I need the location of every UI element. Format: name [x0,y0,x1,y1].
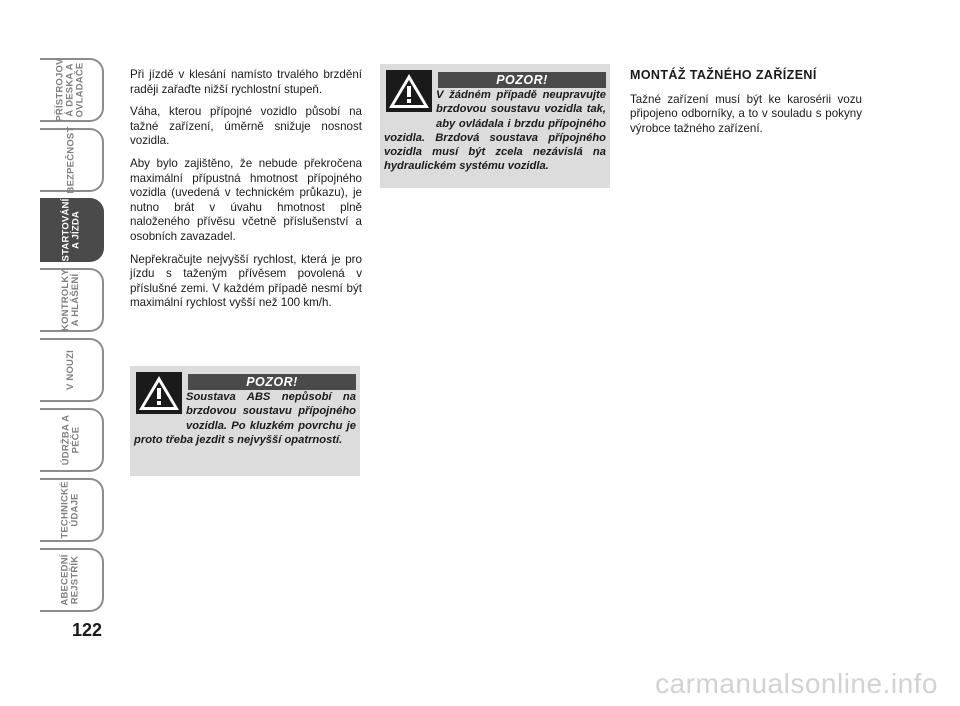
warning-title: POZOR! [438,72,606,88]
section-heading: MONTÁŽ TAŽNÉHO ZAŘÍZENÍ [630,68,817,82]
tab-label: V NOUZI [65,350,76,390]
tab-udrzba-a-pece[interactable] [40,408,104,472]
tab-label: ÚDRŽBA A PÉČE [59,414,81,466]
warning-text [384,88,606,174]
paragraph: Váha, kterou přípojné vozidlo působí na tažné zařízení, úměrně snižuje nosnost vozidla. [130,105,362,148]
tab-pristrojova-deska[interactable] [40,58,104,122]
tab-label: KONTROLKY A HLÁŠENÍ [60,269,81,331]
warning-text [134,390,356,447]
warning-box-brake [380,64,610,188]
paragraph: Aby bylo zajištěno, že nebude překročena maximální přípustná hmotnost přípojného vozidla (uvedená v technickém průkazu), je nutno brát v úvahu hmotnost plně naloženého přívěsu včetně příslušenství a osobních zavazadel. [130,156,362,243]
column-3 [630,68,862,144]
paragraph: Tažné zařízení musí být ke karosérii vozu připojeno odborníky, a to v souladu s pokyny výrobce tažného zařízení. [630,92,862,135]
paragraph: Při jízdě v klesání namísto trvalého brzdění raději zařaďte nižší rychlostní stupeň. [130,68,362,96]
tab-label: TECHNICKÉ ÚDAJE [60,481,81,539]
warning-text-content: V žádném případě neupravujte brzdovou soustavu vozidla tak, aby ovládala i brzdu přípojného vozidla. Brzdová soustava přípojného vozidla musí být zcela nezávislá na hydraulickém systému vozidla. [384,89,606,173]
tab-label: ABECEDNÍ REJSTŘÍK [60,554,81,606]
tab-label: BEZPEČNOST [65,126,76,194]
column-1 [130,68,362,319]
warning-box-abs [130,366,360,476]
warning-title: POZOR! [188,374,356,390]
tab-bezpecnost[interactable] [40,128,104,192]
tab-technicke-udaje[interactable] [40,478,104,542]
paragraph: Nepřekračujte nejvyšší rychlost, která je pro jízdu s taženým přívěsem povolená v příslušné zemi. V každém případě nesmí být maximální rychlost vyšší než 100 km/h. [130,252,362,310]
tab-v-nouzi[interactable] [40,338,104,402]
tab-abecedni-rejstrik[interactable] [40,548,104,612]
tab-kontrolky-a-hlaseni[interactable] [40,268,104,332]
warning-text-content: Soustava ABS nepůsobí na brzdovou soustavu přípojného vozidla. Po kluzkém povrchu je proto třeba jezdit s nejvyšší opatrností. [134,391,356,446]
page-number: 122 [72,620,103,640]
tab-label: STARTOVÁNÍ A JÍZDA [60,198,81,262]
tab-label: PŘÍSTROJOV Á DESKA A OVLADAČE [55,58,86,122]
tab-startovani-a-jizda[interactable] [40,198,104,262]
watermark: carmanualsonline.info [655,668,938,699]
